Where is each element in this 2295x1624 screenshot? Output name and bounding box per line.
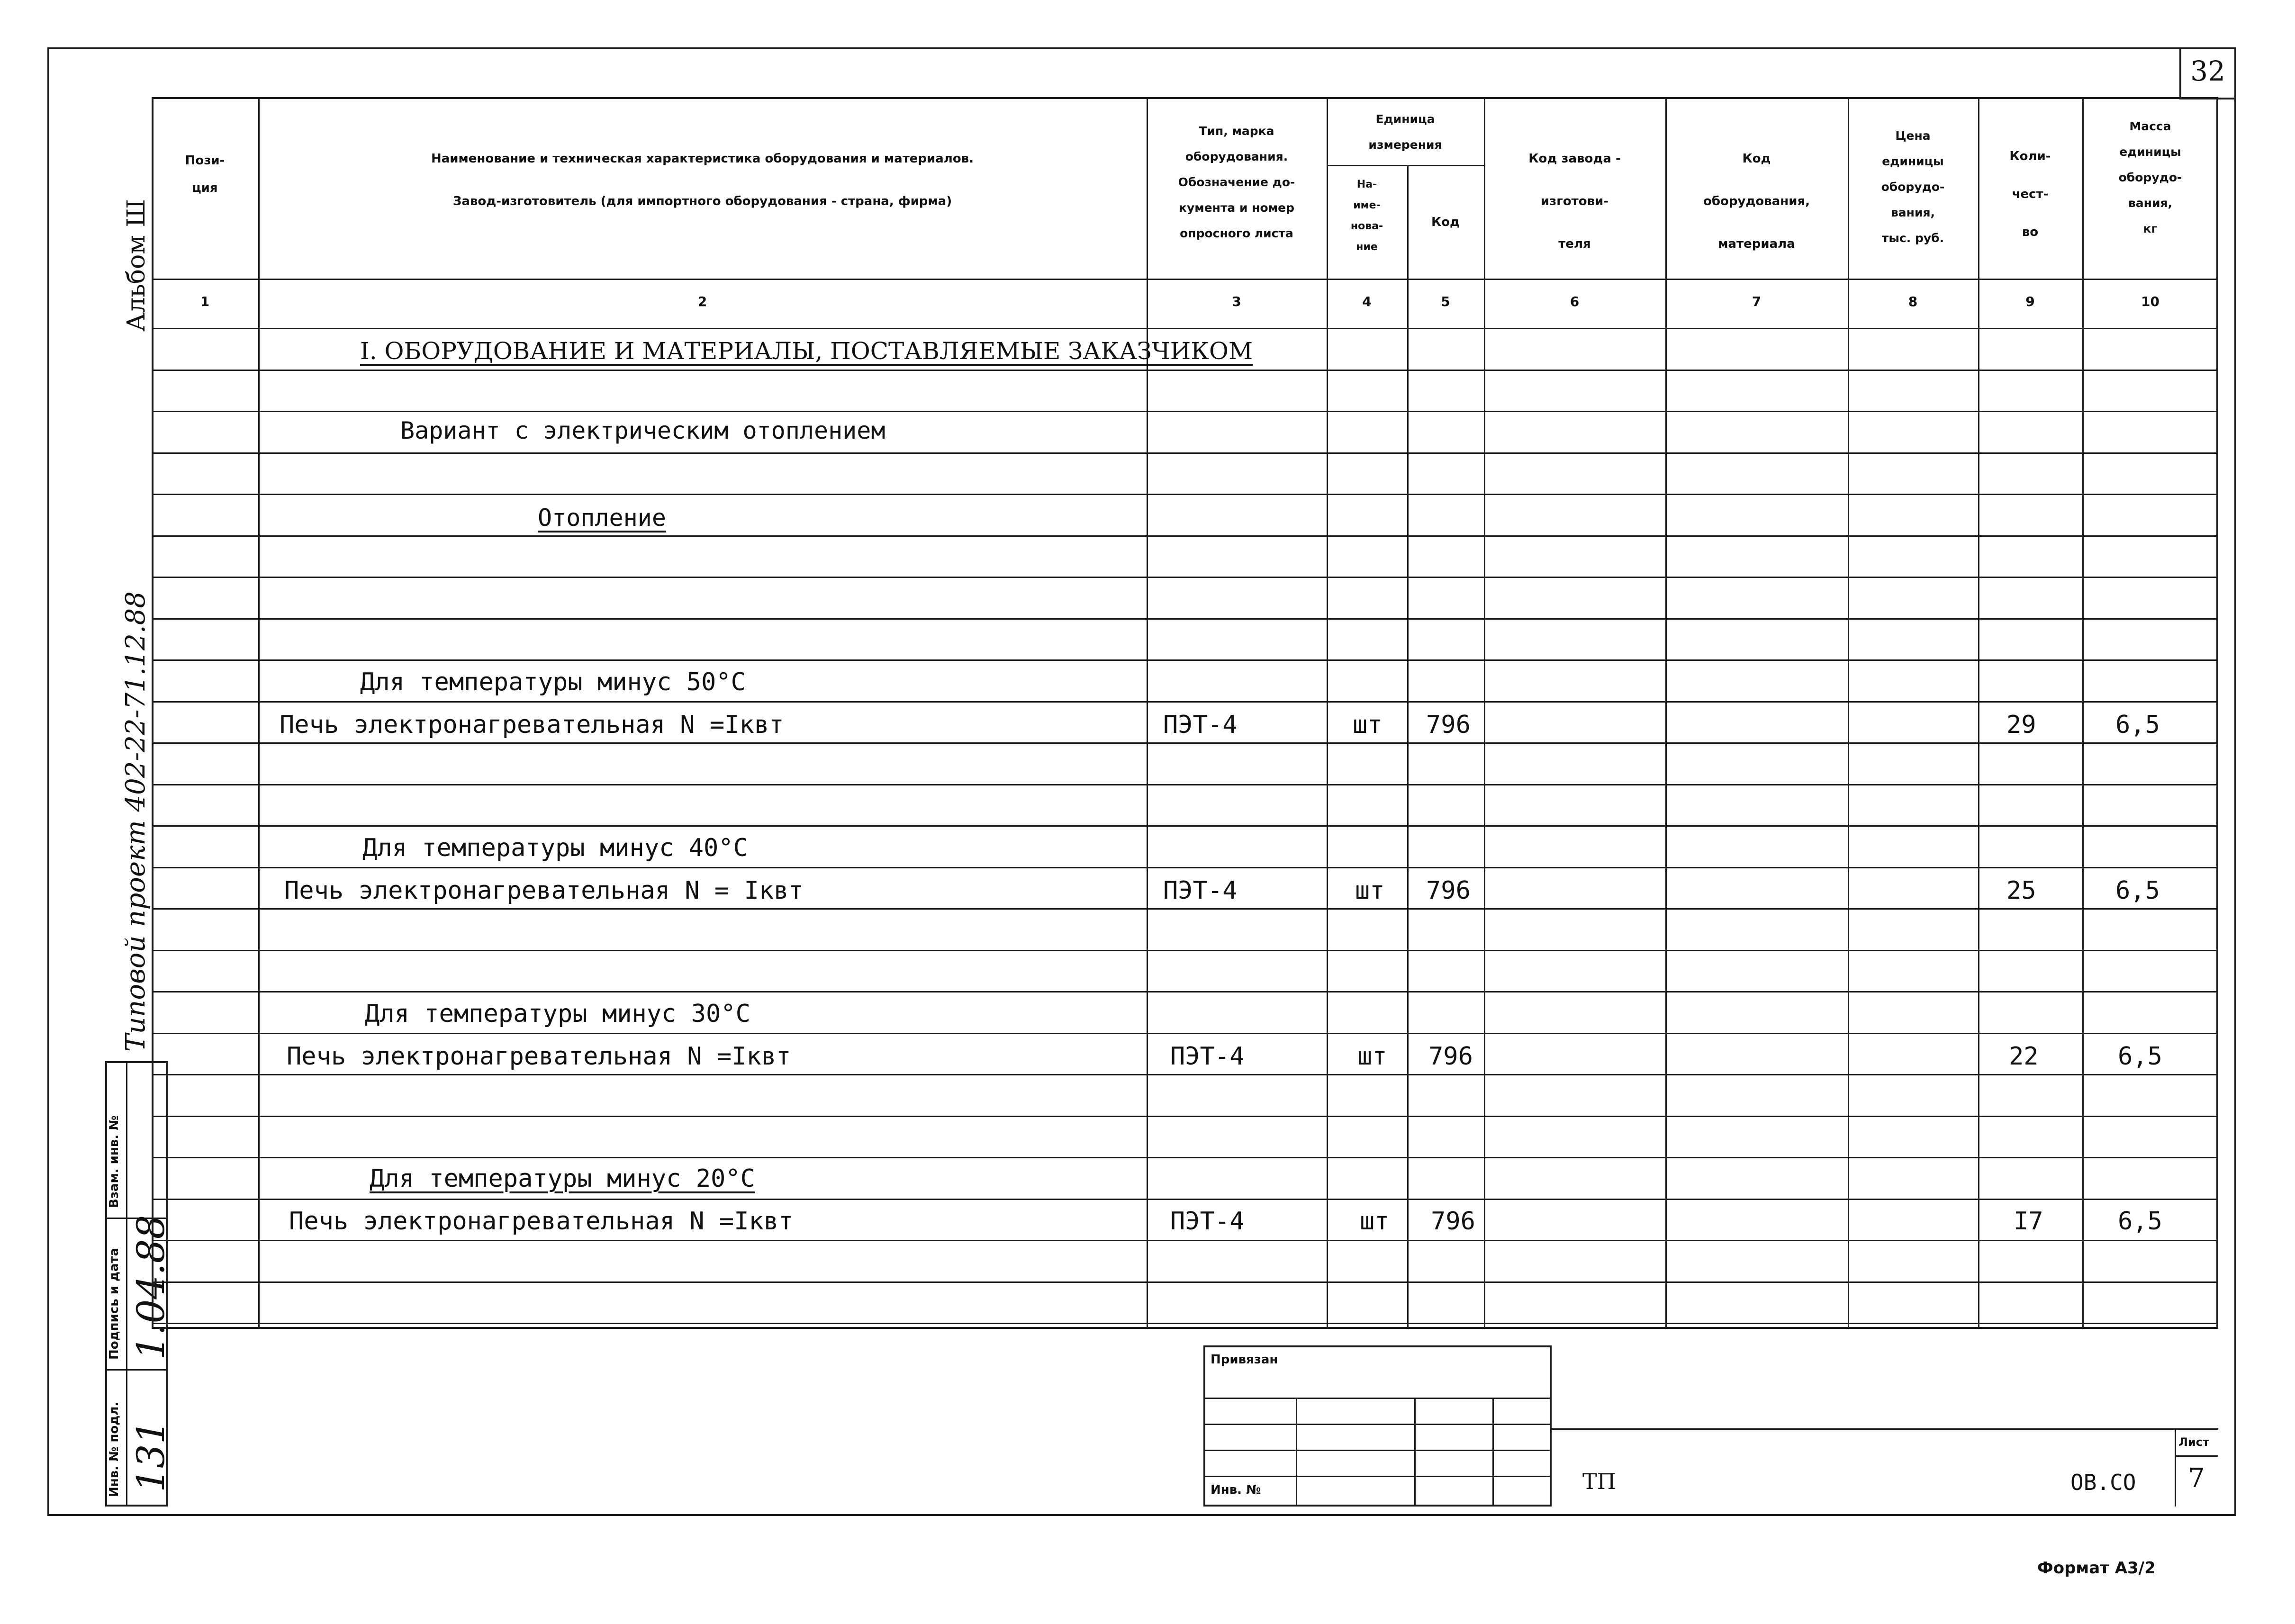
item-quantity: 22 (2009, 1042, 2039, 1071)
row-line (152, 701, 2218, 703)
header-equipment-code: Код оборудования, материала (1703, 152, 1810, 251)
row-line (152, 1074, 2218, 1075)
subsection-title: Отопление (538, 504, 666, 532)
header-unit-group: Единица измерения (1368, 112, 1442, 152)
stamp-label-1: Инв. № подл. (107, 1401, 121, 1497)
col-num-5: 5 (1441, 294, 1450, 309)
row-line (152, 908, 2218, 910)
row-line (152, 535, 2218, 537)
header-unit-code: Код (1431, 215, 1460, 229)
row-line (152, 950, 2218, 951)
header-type: Тип, марка оборудования. Обозначение до- кумента и номер опросного листа (1178, 124, 1295, 240)
header-manufacturer-code: Код завода - изготови- теля (1528, 152, 1621, 251)
item-unit: шт (1353, 711, 1382, 739)
sheet-number: 7 (2188, 1463, 2205, 1494)
header-price: Цена единицы оборудо- вания, тыс. руб. (1881, 129, 1945, 245)
section-title: I. ОБОРУДОВАНИЕ И МАТЕРИАЛЫ, ПОСТАВЛЯЕМЫЕ ЗАКАЗЧИКОМ (360, 337, 1253, 365)
header-name: Наименование и техническая характеристика оборудования и материалов. Завод-изготовитель (для импортного оборудования - страна, фирма) (431, 152, 974, 208)
item-mass: 6,5 (2118, 1207, 2162, 1236)
item-name: Печь электронагревательная N = Iквт (284, 876, 804, 905)
item-mass: 6,5 (2115, 711, 2160, 739)
row-line (152, 659, 2218, 661)
header-mass: Масса единицы оборудо- вания, кг (2118, 119, 2182, 235)
row-line (152, 867, 2218, 868)
item-mass: 6,5 (2118, 1042, 2162, 1071)
row-line (152, 452, 2218, 454)
item-type: ПЭТ-4 (1163, 711, 1238, 739)
header-quantity: Коли- чест- во (2009, 149, 2051, 239)
sheet-label: Лист (2178, 1435, 2209, 1449)
group-heading: Для температуры минус 40°С (362, 834, 748, 862)
project-label: Типовой проект 402-22-71.12.88 (120, 591, 151, 1052)
col-num-7: 7 (1752, 294, 1762, 309)
row-line (152, 494, 2218, 495)
col-num-2: 2 (697, 294, 707, 309)
tied-stamp (1203, 1345, 1552, 1507)
page-number: 32 (2190, 55, 2225, 87)
item-unit-code: 796 (1426, 711, 1471, 739)
col-num-3: 3 (1232, 294, 1241, 309)
variant-title: Вариант с электрическим отоплением (400, 417, 885, 444)
item-unit-code: 796 (1426, 876, 1471, 905)
doc-prefix: ТП (1582, 1469, 1616, 1494)
stamp-label-2: Подпись и дата (107, 1247, 121, 1360)
item-unit-code: 796 (1428, 1042, 1473, 1071)
group-heading: Для температуры минус 30°С (365, 1000, 750, 1028)
item-unit: шт (1360, 1207, 1390, 1236)
item-unit-code: 796 (1431, 1207, 1475, 1236)
item-type: ПЭТ-4 (1170, 1042, 1245, 1071)
inventory-number-handwritten: 131 (129, 1420, 173, 1492)
row-line (152, 784, 2218, 785)
col-num-6: 6 (1570, 294, 1580, 309)
item-mass: 6,5 (2115, 876, 2160, 905)
row-line (152, 825, 2218, 827)
row-line (152, 1033, 2218, 1034)
header-position: Пози- ция (185, 153, 225, 195)
group-heading: Для температуры минус 20°С (370, 1164, 755, 1193)
row-line (152, 1116, 2218, 1117)
item-quantity: I7 (2014, 1207, 2043, 1236)
item-unit: шт (1355, 876, 1385, 905)
col-num-4: 4 (1362, 294, 1372, 309)
header-unit-name: На- име- нова- ние (1350, 179, 1383, 253)
row-line (152, 618, 2218, 620)
doc-code: ОВ.СО (2070, 1470, 2136, 1495)
item-name: Печь электронагревательная N =Iквт (289, 1207, 794, 1236)
item-name: Печь электронагревательная N =Iквт (287, 1042, 791, 1071)
row-line (152, 1199, 2218, 1200)
stamp-label-3: Взам. инв. № (107, 1115, 121, 1208)
row-line (152, 991, 2218, 992)
row-line (152, 1157, 2218, 1158)
group-heading: Для температуры минус 50°С (360, 668, 746, 696)
tied-label: Привязан (1211, 1353, 1278, 1367)
row-line (152, 1240, 2218, 1241)
item-name: Печь электронагревательная N =Iквт (280, 711, 784, 739)
row-line (152, 370, 2218, 371)
signature-date-handwritten: 1.04.88 (129, 1215, 173, 1360)
item-type: ПЭТ-4 (1170, 1207, 1245, 1236)
col-num-9: 9 (2025, 294, 2035, 309)
col-num-1: 1 (200, 294, 210, 309)
item-quantity: 29 (2006, 711, 2036, 739)
row-line (152, 742, 2218, 744)
row-line (152, 411, 2218, 412)
row-line (152, 1323, 2218, 1324)
album-label: Альбом Ш (122, 199, 151, 332)
col-num-8: 8 (1908, 294, 1918, 309)
item-unit: шт (1357, 1042, 1387, 1071)
item-quantity: 25 (2006, 876, 2036, 905)
format-label: Формат А3/2 (2037, 1559, 2156, 1578)
item-type: ПЭТ-4 (1163, 876, 1238, 905)
row-line (152, 577, 2218, 578)
col-num-10: 10 (2141, 294, 2159, 309)
row-line (152, 1281, 2218, 1283)
inv-label: Инв. № (1211, 1483, 1261, 1497)
